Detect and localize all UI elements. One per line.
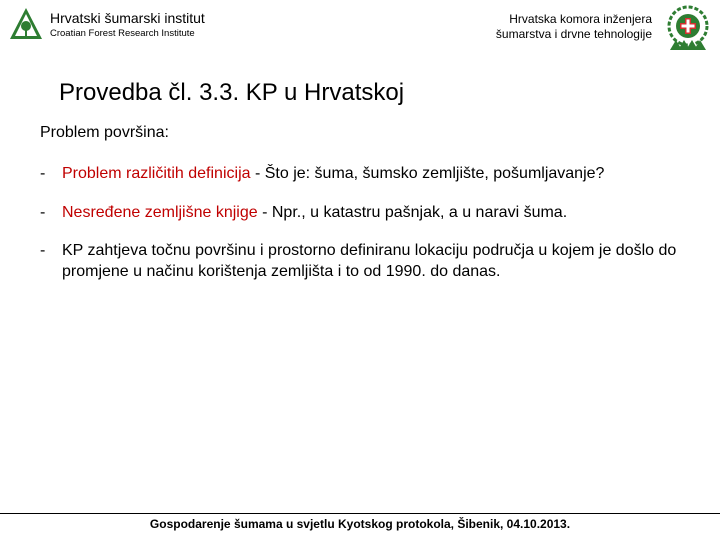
institute-heading: [50, 10, 205, 40]
bullet-text: KP zahtjeva točnu površinu i prostorno definiranu lokaciju područja u kojem je došlo do promjene u načinu korištenja zemljišta i to od 1990. do danas.: [62, 242, 677, 280]
slide-lead: Problem površina:: [40, 124, 169, 141]
institute-name: Hrvatski šumarski institut: [50, 10, 205, 26]
chamber-name-line1: Hrvatska komora inženjera: [509, 12, 652, 26]
slide-footer: Gospodarenje šumama u svjetlu Kyotskog protokola, Šibenik, 04.10.2013.: [149, 517, 571, 531]
bullet-text: - Npr., u katastru pašnjak, a u naravi šuma.: [257, 204, 568, 221]
bullet-highlight: Problem različitih definicija: [62, 165, 251, 182]
chamber-logo: [664, 4, 712, 52]
tree-emblem-icon: [8, 6, 44, 42]
bullet-item: [40, 202, 690, 223]
institute-name-en: Croatian Forest Research Institute: [50, 28, 195, 39]
institute-logo: [8, 6, 44, 42]
chamber-name-line2: šumarstva i drvne tehnologije: [495, 27, 652, 41]
bullet-text: - Što je: šuma, šumsko zemljište, pošumljavanje?: [250, 165, 605, 182]
bullet-highlight: Nesređene zemljišne knjige: [62, 204, 258, 221]
footer-divider: [0, 513, 720, 514]
bullet-dash: -: [40, 204, 46, 221]
bullet-body: [62, 202, 690, 223]
slide-title: Provedba čl. 3.3. KP u Hrvatskoj: [59, 79, 405, 106]
bullet-dash: -: [40, 165, 46, 182]
bullet-item: [40, 240, 690, 282]
chamber-heading: [496, 12, 652, 42]
bullet-dash: -: [40, 242, 46, 259]
bullet-item: [40, 163, 690, 184]
chamber-emblem-icon: [664, 4, 712, 52]
bullet-body: [62, 163, 690, 184]
